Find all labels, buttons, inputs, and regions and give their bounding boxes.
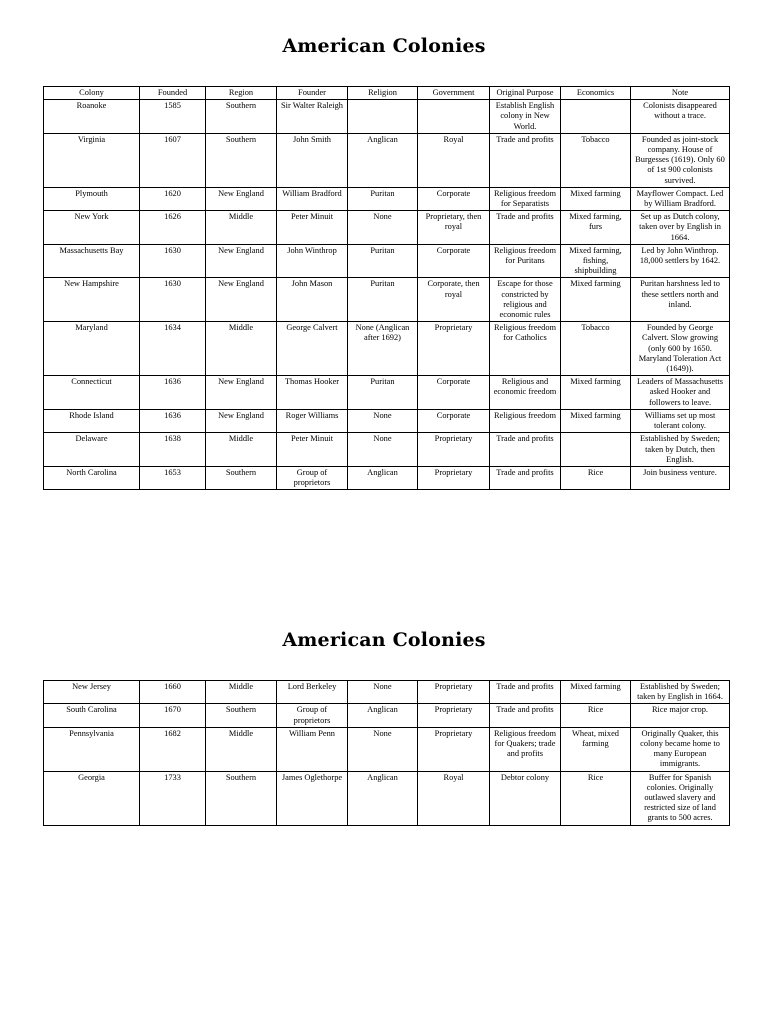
colony-cell: Plymouth [44,187,140,210]
government-cell: Proprietary [418,433,490,467]
economics-cell: Mixed farming [561,409,631,432]
table-row [44,278,730,322]
founded-cell: 1630 [140,244,206,278]
economics-cell: Mixed farming, furs [561,211,631,245]
colony-cell: Roanoke [44,100,140,134]
founder-cell: William Penn [277,727,348,771]
header-religion: Religion [348,87,418,100]
note-cell: Founded by George Calvert. Slow growing (only 600 by 1650. Maryland Toleration Act (1649)). [631,322,730,376]
page-section-2 [0,624,768,826]
colony-cell: Connecticut [44,376,140,410]
header-original-purpose: Original Purpose [490,87,561,100]
table-row [44,771,730,825]
purpose-cell: Trade and profits [490,211,561,245]
note-cell: Rice major crop. [631,704,730,727]
government-cell: Corporate [418,376,490,410]
colony-cell: New Hampshire [44,278,140,322]
founded-cell: 1620 [140,187,206,210]
economics-cell [561,100,631,134]
purpose-cell: Establish English colony in New World. [490,100,561,134]
government-cell: Proprietary, then royal [418,211,490,245]
note-cell: Founded as joint-stock company. House of Burgesses (1619). Only 60 of 1st 900 colonists survived. [631,133,730,187]
founded-cell: 1733 [140,771,206,825]
government-cell: Corporate, then royal [418,278,490,322]
region-cell: Middle [206,681,277,704]
economics-cell: Rice [561,771,631,825]
table-row [44,466,730,489]
government-cell: Royal [418,771,490,825]
region-cell: Southern [206,466,277,489]
religion-cell: Puritan [348,244,418,278]
colony-cell: Georgia [44,771,140,825]
government-cell: Corporate [418,244,490,278]
economics-cell [561,433,631,467]
religion-cell: None [348,433,418,467]
region-cell: Southern [206,133,277,187]
note-cell: Established by Sweden; taken by Dutch, then English. [631,433,730,467]
religion-cell: Puritan [348,376,418,410]
founder-cell: Sir Walter Raleigh [277,100,348,134]
note-cell: Led by John Winthrop. 18,000 settlers by 1642. [631,244,730,278]
region-cell: New England [206,409,277,432]
purpose-cell: Religious freedom for Catholics [490,322,561,376]
founder-cell: William Bradford [277,187,348,210]
founded-cell: 1636 [140,376,206,410]
colony-cell: South Carolina [44,704,140,727]
religion-cell: Puritan [348,278,418,322]
purpose-cell: Religious freedom for Separatists [490,187,561,210]
government-cell: Corporate [418,187,490,210]
note-cell: Established by Sweden; taken by English in 1664. [631,681,730,704]
region-cell: New England [206,244,277,278]
economics-cell: Mixed farming [561,681,631,704]
government-cell: Proprietary [418,681,490,704]
purpose-cell: Religious freedom [490,409,561,432]
colony-cell: Virginia [44,133,140,187]
economics-cell: Mixed farming, fishing, shipbuilding [561,244,631,278]
founded-cell: 1682 [140,727,206,771]
founder-cell: Group of proprietors [277,466,348,489]
note-cell: Colonists disappeared without a trace. [631,100,730,134]
founded-cell: 1630 [140,278,206,322]
note-cell: Buffer for Spanish colonies. Originally outlawed slavery and restricted size of land grants to 500 acres. [631,771,730,825]
region-cell: New England [206,187,277,210]
header-government: Government [418,87,490,100]
purpose-cell: Religious freedom for Puritans [490,244,561,278]
religion-cell: Anglican [348,466,418,489]
region-cell: Southern [206,771,277,825]
note-cell: Originally Quaker, this colony became home to many European immigrants. [631,727,730,771]
founded-cell: 1670 [140,704,206,727]
colonies-table [43,86,730,490]
economics-cell: Mixed farming [561,187,631,210]
founded-cell: 1585 [140,100,206,134]
header-region: Region [206,87,277,100]
founded-cell: 1607 [140,133,206,187]
religion-cell: None [348,727,418,771]
region-cell: New England [206,376,277,410]
header-founded: Founded [140,87,206,100]
table-row [44,100,730,134]
founded-cell: 1626 [140,211,206,245]
government-cell: Royal [418,133,490,187]
founded-cell: 1636 [140,409,206,432]
page-title: American Colonies [282,629,486,651]
founder-cell: George Calvert [277,322,348,376]
economics-cell: Wheat, mixed farming [561,727,631,771]
economics-cell: Tobacco [561,322,631,376]
founded-cell: 1660 [140,681,206,704]
government-cell: Proprietary [418,704,490,727]
table-row [44,704,730,727]
colony-cell: Massachusetts Bay [44,244,140,278]
founder-cell: Group of proprietors [277,704,348,727]
table-row [44,376,730,410]
economics-cell: Rice [561,466,631,489]
purpose-cell: Trade and profits [490,133,561,187]
table-header-row [44,87,730,100]
page-title: American Colonies [282,35,486,57]
region-cell: Middle [206,322,277,376]
table-row [44,187,730,210]
religion-cell: Anglican [348,133,418,187]
government-cell: Proprietary [418,322,490,376]
colony-cell: New Jersey [44,681,140,704]
purpose-cell: Trade and profits [490,433,561,467]
table-row [44,133,730,187]
region-cell: Middle [206,727,277,771]
table-row [44,211,730,245]
founder-cell: John Winthrop [277,244,348,278]
government-cell: Proprietary [418,466,490,489]
table-body [44,681,730,826]
colony-cell: Pennsylvania [44,727,140,771]
religion-cell: None (Anglican after 1692) [348,322,418,376]
purpose-cell: Trade and profits [490,704,561,727]
header-note: Note [631,87,730,100]
founder-cell: Thomas Hooker [277,376,348,410]
note-cell: Join business venture. [631,466,730,489]
region-cell: Southern [206,704,277,727]
region-cell: Southern [206,100,277,134]
purpose-cell: Religious and economic freedom [490,376,561,410]
table-row [44,244,730,278]
founded-cell: 1634 [140,322,206,376]
table-row [44,409,730,432]
note-cell: Leaders of Massachusetts asked Hooker and followers to leave. [631,376,730,410]
purpose-cell: Debtor colony [490,771,561,825]
founder-cell: Roger Williams [277,409,348,432]
table-row [44,433,730,467]
note-cell: Williams set up most tolerant colony. [631,409,730,432]
founder-cell: Lord Berkeley [277,681,348,704]
government-cell: Proprietary [418,727,490,771]
religion-cell: Puritan [348,187,418,210]
founder-cell: John Smith [277,133,348,187]
founder-cell: James Oglethorpe [277,771,348,825]
economics-cell: Rice [561,704,631,727]
religion-cell: Anglican [348,771,418,825]
colony-cell: North Carolina [44,466,140,489]
founded-cell: 1653 [140,466,206,489]
purpose-cell: Escape for those constricted by religious and economic rules [490,278,561,322]
religion-cell: Anglican [348,704,418,727]
colony-cell: Delaware [44,433,140,467]
header-colony: Colony [44,87,140,100]
economics-cell: Mixed farming [561,376,631,410]
government-cell [418,100,490,134]
header-economics: Economics [561,87,631,100]
economics-cell: Mixed farming [561,278,631,322]
table-row [44,322,730,376]
region-cell: Middle [206,433,277,467]
purpose-cell: Religious freedom for Quakers; trade and profits [490,727,561,771]
colony-cell: Rhode Island [44,409,140,432]
region-cell: Middle [206,211,277,245]
note-cell: Set up as Dutch colony, taken over by English in 1664. [631,211,730,245]
religion-cell: None [348,681,418,704]
page-section-1 [0,30,768,490]
religion-cell: None [348,409,418,432]
purpose-cell: Trade and profits [490,681,561,704]
religion-cell: None [348,211,418,245]
founder-cell: John Mason [277,278,348,322]
government-cell: Corporate [418,409,490,432]
founder-cell: Peter Minuit [277,433,348,467]
table-body [44,100,730,490]
colony-cell: New York [44,211,140,245]
colonies-table-continued [43,680,730,826]
note-cell: Puritan harshness led to these settlers north and inland. [631,278,730,322]
note-cell: Mayflower Compact. Led by William Bradford. [631,187,730,210]
founded-cell: 1638 [140,433,206,467]
region-cell: New England [206,278,277,322]
header-founder: Founder [277,87,348,100]
purpose-cell: Trade and profits [490,466,561,489]
founder-cell: Peter Minuit [277,211,348,245]
table-row [44,727,730,771]
religion-cell [348,100,418,134]
economics-cell: Tobacco [561,133,631,187]
colony-cell: Maryland [44,322,140,376]
table-row [44,681,730,704]
